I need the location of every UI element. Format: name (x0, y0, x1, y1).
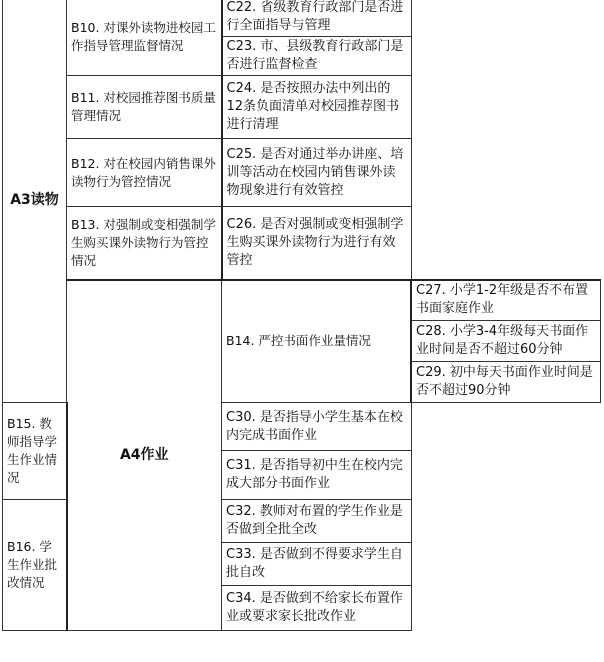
criterion-c29: C29. 初中每天书面作业时间是否不超过90分钟 (411, 362, 601, 403)
table-row (3, 207, 601, 280)
criterion-c32: C32. 教师对布置的学生作业是否做到全批全改 (222, 500, 412, 543)
criterion-c24: C24. 是否按照办法中列出的12条负面清单对校园推荐图书进行清理 (222, 76, 412, 139)
criterion-c31: C31. 是否指导初中生在校内完成大部分书面作业 (222, 451, 412, 500)
category-cell-a4: A4作业 (67, 280, 222, 631)
criterion-c27: C27. 小学1-2年级是否不布置书面家庭作业 (411, 280, 601, 321)
indicator-b10: B10. 对课外读物进校园工作指导管理监督情况 (67, 0, 222, 76)
indicator-b14: B14. 严控书面作业量情况 (222, 280, 412, 403)
indicator-b15: B15. 教师指导学生作业情况 (3, 403, 67, 500)
table-row (3, 0, 601, 37)
criterion-c25: C25. 是否对通过举办讲座、培训等活动在校园内销售课外读物现象进行有效管控 (222, 139, 412, 207)
indicator-b13: B13. 对强制或变相强制学生购买课外读物行为管控情况 (67, 207, 222, 280)
category-cell-a3: A3读物 (3, 0, 67, 403)
criterion-c26: C26. 是否对强制或变相强制学生购买课外读物行为进行有效管控 (222, 207, 412, 280)
criterion-c22: C22. 省级教育行政部门是否进行全面指导与管理 (222, 0, 412, 37)
evaluation-table (2, 0, 601, 631)
indicator-b16: B16. 学生作业批改情况 (3, 500, 67, 631)
criterion-c30: C30. 是否指导小学生基本在校内完成书面作业 (222, 403, 412, 451)
table-row (3, 139, 601, 207)
indicator-b12: B12. 对在校园内销售课外读物行为管控情况 (67, 139, 222, 207)
criterion-c23: C23. 市、县级教育行政部门是否进行监督检查 (222, 37, 412, 76)
criterion-c34: C34. 是否做到不给家长布置作业或要求家长批改作业 (222, 586, 412, 631)
criterion-c28: C28. 小学3-4年级每天书面作业时间是否不超过60分钟 (411, 321, 601, 362)
criterion-c33: C33. 是否做到不得要求学生自批自改 (222, 543, 412, 586)
table-row (3, 280, 601, 321)
table-row (3, 76, 601, 139)
indicator-b11: B11. 对校园推荐图书质量管理情况 (67, 76, 222, 139)
